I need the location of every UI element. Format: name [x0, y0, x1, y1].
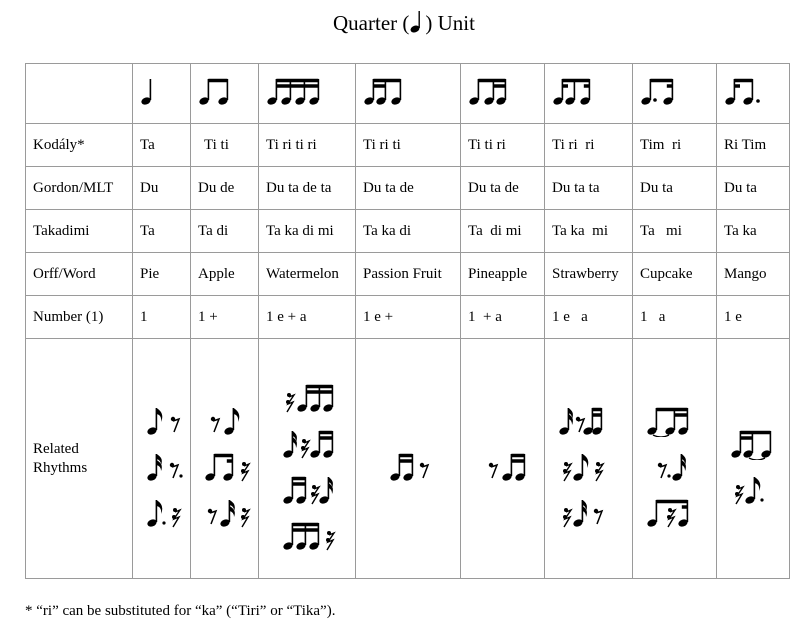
cell: Ta ka di mi [259, 210, 356, 253]
cell: Du [133, 167, 191, 210]
sixteenth-sixteenth-rest-two-sixteenths-icon [282, 427, 342, 460]
cell: Ta di [191, 210, 259, 253]
cell: Ti ti [191, 124, 259, 167]
cell: Ta mi [633, 210, 717, 253]
cell: Ti ri ti ri [259, 124, 356, 167]
notation-header-row [26, 64, 790, 124]
cell: 1 + [191, 296, 259, 339]
quarter-note-icon [409, 10, 425, 34]
title-text-pre: Quarter ( [333, 11, 410, 35]
related-rhythms-titiri [461, 339, 545, 579]
related-rhythms-tiririri [545, 339, 633, 579]
two-sixteenths-rest-sixteenth-icon [282, 473, 342, 506]
dotted-eighth-sixteenth-rest-icon [146, 496, 186, 529]
related-rhythms-ta [133, 339, 191, 579]
eighth-sixteenth-rest-sixteenth-icon [646, 496, 696, 529]
rhythm-table [25, 63, 790, 579]
cell: Ri Tim [717, 124, 790, 167]
cell: 1 [133, 296, 191, 339]
notation-tiriti-icon [356, 64, 461, 124]
sixteenth-rest-eighth-sixteenth-rest-icon [558, 450, 608, 483]
row-label: Number (1) [26, 296, 133, 339]
two-sixteenths-tied-eighth-icon [730, 427, 780, 460]
cell: Du de [191, 167, 259, 210]
cell: Du ta de ta [259, 167, 356, 210]
cell: Du ta de [461, 167, 545, 210]
notation-ta-icon [133, 64, 191, 124]
related-rhythms-tiritiri [259, 339, 356, 579]
cell: Pineapple [461, 253, 545, 296]
eighth-rest-eighth-note-icon [204, 404, 250, 437]
row-related-rhythms [26, 339, 790, 579]
cell: Mango [717, 253, 790, 296]
related-rhythms-ritim [717, 339, 790, 579]
notation-titiri-icon [461, 64, 545, 124]
cell: 1 a [633, 296, 717, 339]
cell: Ta [133, 124, 191, 167]
notation-tiririri-icon [545, 64, 633, 124]
row-label: Related Rhythms [26, 339, 133, 579]
cell: Ti ti ri [461, 124, 545, 167]
sixteenth-rest-dotted-eighth-icon [730, 473, 780, 506]
cell: Watermelon [259, 253, 356, 296]
cell: Ta ka di [356, 210, 461, 253]
cell: Du ta ta [545, 167, 633, 210]
cell: Pie [133, 253, 191, 296]
row-number [26, 296, 790, 339]
tied-eighth-two-sixteenths-icon [646, 404, 696, 437]
cell: Du ta [717, 167, 790, 210]
cell: 1 e [717, 296, 790, 339]
cell: Cupcake [633, 253, 717, 296]
cell: Ta ka [717, 210, 790, 253]
two-sixteenths-eighth-rest-icon [389, 450, 439, 483]
notation-tiritiri-icon [259, 64, 356, 124]
cell: 1 + a [461, 296, 545, 339]
cell: Strawberry [545, 253, 633, 296]
sixteenth-rest-three-sixteenths-icon [282, 381, 342, 414]
cell: Du ta de [356, 167, 461, 210]
sixteenth-eighth-rest-two-sixteenths-icon [558, 404, 608, 437]
eighth-note-eighth-rest-icon [146, 404, 186, 437]
cell: 1 e + a [259, 296, 356, 339]
eighth-sixteenth-sixteenth-rest-icon [204, 450, 254, 483]
cell: Ti ri ti [356, 124, 461, 167]
eighth-rest-two-sixteenths-icon [484, 450, 534, 483]
cell: Du ta [633, 167, 717, 210]
title-text-post: ) Unit [425, 11, 475, 35]
three-sixteenths-sixteenth-rest-icon [282, 519, 342, 552]
related-rhythms-tiriti [356, 339, 461, 579]
row-gordon [26, 167, 790, 210]
corner-cell [26, 64, 133, 124]
row-takadimi [26, 210, 790, 253]
row-label: Orff/Word [26, 253, 133, 296]
dotted-eighth-rest-sixteenth-icon [646, 450, 696, 483]
notation-ritim-icon [717, 64, 790, 124]
cell: Ti ri ri [545, 124, 633, 167]
row-kodaly [26, 124, 790, 167]
cell: 1 e + [356, 296, 461, 339]
cell: 1 e a [545, 296, 633, 339]
row-label: Takadimi [26, 210, 133, 253]
row-label: Kodály* [26, 124, 133, 167]
sixteenth-rest-sixteenth-eighth-rest-icon [558, 496, 608, 529]
eighth-rest-sixteenth-sixteenth-rest-icon [204, 496, 254, 529]
cell: Passion Fruit [356, 253, 461, 296]
notation-titi-icon [191, 64, 259, 124]
page-title [0, 10, 808, 36]
cell: Apple [191, 253, 259, 296]
notation-timri-icon [633, 64, 717, 124]
row-label: Gordon/MLT [26, 167, 133, 210]
cell: Ta di mi [461, 210, 545, 253]
cell: Tim ri [633, 124, 717, 167]
cell: Ta ka mi [545, 210, 633, 253]
related-rhythms-titi [191, 339, 259, 579]
footnote: * “ri” can be substituted for “ka” (“Tiri” or “Tika”). [25, 603, 336, 619]
related-rhythms-timri [633, 339, 717, 579]
sixteenth-note-dotted-eighth-rest-icon [146, 450, 186, 483]
cell: Ta [133, 210, 191, 253]
row-orff [26, 253, 790, 296]
